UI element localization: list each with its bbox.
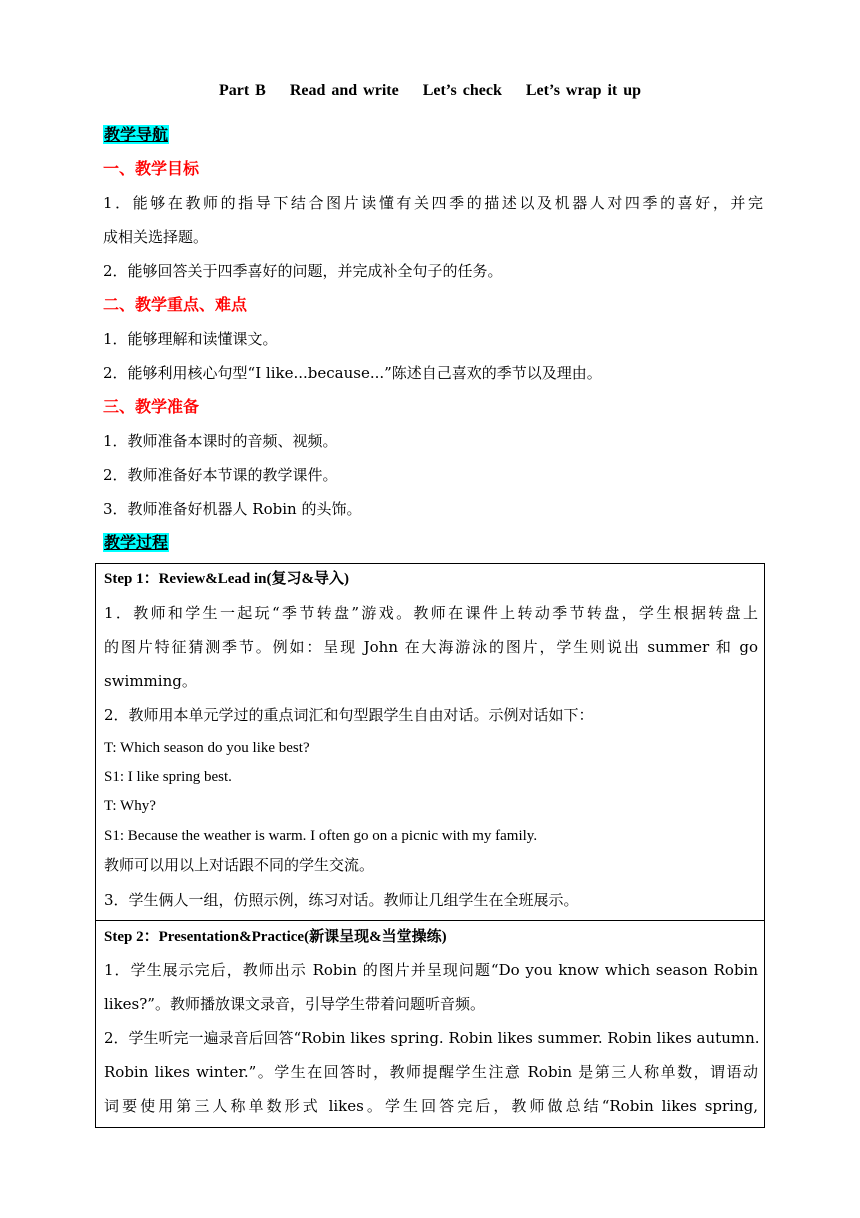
step1-box	[95, 563, 765, 921]
prep-item1: 1．教师准备本课时的音频、视频。	[103, 432, 338, 450]
dialog-line-3: T: Why?	[104, 798, 156, 814]
key-points-heading-line	[103, 295, 763, 315]
step1-p1-line2: 的图片特征猜测季节。例如：呈现 John 在大海游泳的图片，学生则说出 summer 和 go	[104, 638, 758, 656]
goals-heading-line	[103, 159, 763, 179]
dialog-note: 教师可以用以上对话跟不同的学生交流。	[104, 856, 375, 874]
goals-heading: 一、教学目标	[103, 159, 200, 178]
step2-box	[95, 920, 765, 1128]
step2-title: Step 2：Presentation&Practice(新课呈现&当堂操练)	[104, 929, 447, 945]
step1-p1-line3: swimming。	[104, 672, 197, 690]
prep-heading-line	[103, 397, 763, 417]
prep-item2: 2．教师准备好本节课的教学课件。	[103, 466, 338, 484]
nav-guide-heading: 教学导航	[104, 125, 169, 144]
goals-item2: 2．能够回答关于四季喜好的问题，并完成补全句子的任务。	[103, 262, 503, 280]
step1-p1-line1: 1．教师和学生一起玩“季节转盘”游戏。教师在课件上转动季节转盘，学生根据转盘上	[104, 604, 758, 622]
step1-p2: 2．教师用本单元学过的重点词汇和句型跟学生自由对话。示例对话如下：	[104, 706, 594, 724]
dialog-line-1: T: Which season do you like best?	[104, 740, 310, 756]
step2-p1-line2: likes?”。教师播放课文录音，引导学生带着问题听音频。	[104, 995, 485, 1013]
key-points-item2: 2．能够利用核心句型“I like...because...”陈述自己喜欢的季节以及理由。	[103, 364, 602, 382]
step2-p2-line2: Robin likes winter.”。学生在回答时，教师提醒学生注意 Robin 是第三人称单数，谓语动	[104, 1063, 758, 1081]
prep-item3: 3．教师准备好机器人 Robin 的头饰。	[103, 500, 362, 518]
goals-item1-line1: 1．能够在教师的指导下结合图片读懂有关四季的描述以及机器人对四季的喜好，并完	[103, 194, 763, 212]
nav-guide-line	[103, 125, 763, 145]
step1-title: Step 1：Review&Lead in(复习&导入)	[104, 571, 349, 587]
step1-p3: 3．学生俩人一组，仿照示例，练习对话。教师让几组学生在全班展示。	[104, 891, 579, 909]
process-heading: 教学过程	[104, 533, 169, 552]
key-points-heading: 二、教学重点、难点	[103, 295, 248, 314]
goals-item1-line2: 成相关选择题。	[103, 228, 209, 246]
prep-heading: 三、教学准备	[103, 397, 200, 416]
step2-p2-line3: 词要使用第三人称单数形式 likes。学生回答完后，教师做总结“Robin likes spring,	[104, 1097, 758, 1115]
process-heading-line	[103, 533, 763, 553]
step2-p1-line1: 1．学生展示完后，教师出示 Robin 的图片并呈现问题“Do you know which season Robin	[104, 961, 758, 979]
step2-p2-line1: 2．学生听完一遍录音后回答“Robin likes spring. Robin likes summer. Robin likes autumn.	[104, 1029, 760, 1047]
dialog-line-4: S1: Because the weather is warm. I often go on a picnic with my family.	[104, 828, 538, 844]
dialog-line-2: S1: I like spring best.	[104, 769, 232, 785]
page-title: Part B Read and write Let’s check Let’s wrap it up	[218, 82, 642, 99]
key-points-item1: 1．能够理解和读懂课文。	[103, 330, 278, 348]
